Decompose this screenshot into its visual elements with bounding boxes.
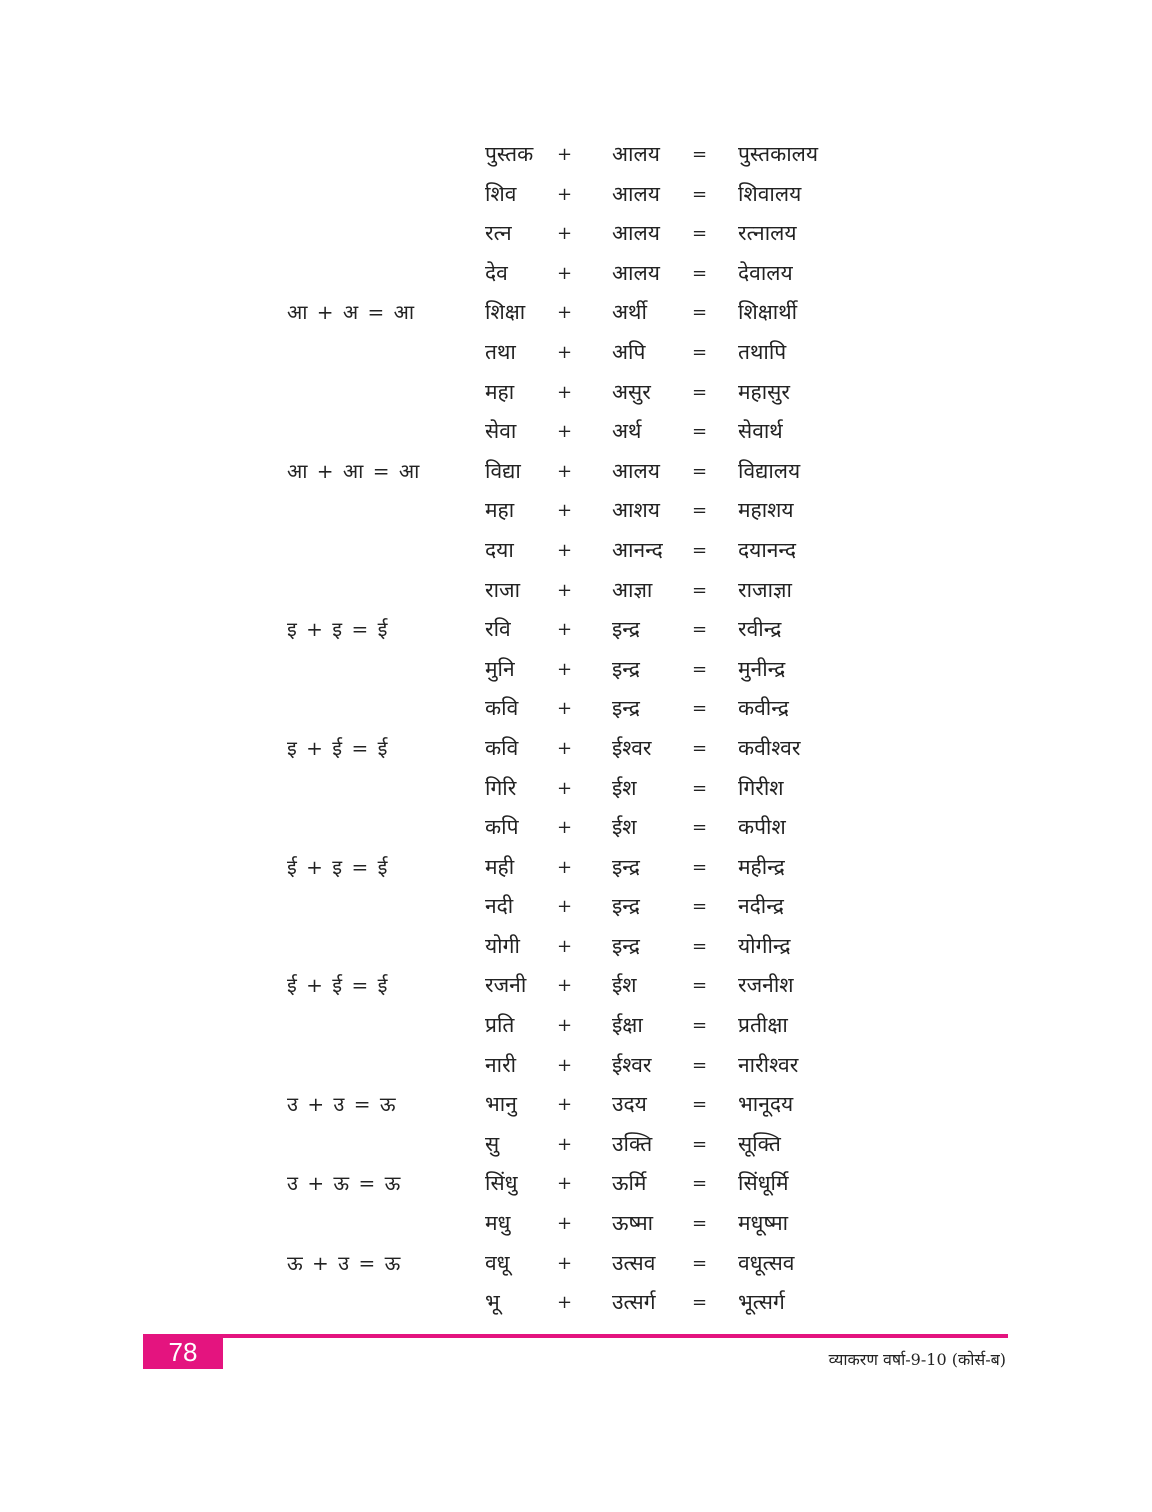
plus-sign: + [557, 341, 573, 363]
result-word: योगीन्द्र [738, 933, 791, 958]
plus-sign: + [557, 737, 573, 759]
first-word: राजा [485, 577, 521, 602]
plus-sign: + [557, 500, 573, 522]
result-word: कवीन्द्र [738, 696, 789, 721]
result-word: भूत्सर्ग [738, 1290, 785, 1315]
first-word: सिंधु [485, 1171, 518, 1196]
plus-sign: + [557, 262, 573, 284]
plus-sign: + [557, 223, 573, 245]
table-row [0, 293, 1152, 333]
table-row [0, 1204, 1152, 1244]
table-row [0, 887, 1152, 927]
plus-sign: + [557, 817, 573, 839]
sandhi-rule: ई + इ = ई [287, 854, 388, 879]
second-word: उदय [612, 1092, 647, 1117]
table-row [0, 135, 1152, 175]
result-word: रवीन्द्र [738, 617, 782, 642]
second-word: ईश [612, 815, 637, 840]
first-word: मही [485, 854, 515, 879]
result-word: कपीश [738, 815, 786, 840]
first-word: विद्या [485, 458, 521, 483]
result-word: सूक्ति [738, 1131, 781, 1156]
result-word: महीन्द्र [738, 854, 785, 879]
table-row [0, 452, 1152, 492]
equals-sign: = [692, 183, 708, 205]
sandhi-rule: आ + आ = आ [287, 458, 420, 483]
second-word: आलय [612, 142, 660, 166]
first-word: सु [485, 1131, 500, 1156]
first-word: नारी [485, 1052, 517, 1077]
sandhi-rule: इ + इ = ई [287, 617, 388, 642]
result-word: सेवार्थ [738, 419, 783, 444]
plus-sign: + [557, 421, 573, 443]
table-row [0, 729, 1152, 769]
table-row [0, 333, 1152, 373]
second-word: इन्द्र [612, 894, 640, 919]
equals-sign: = [692, 737, 708, 759]
result-word: प्रतीक्षा [738, 1013, 788, 1038]
first-word: वधू [485, 1250, 510, 1275]
equals-sign: = [692, 817, 708, 839]
second-word: आलय [612, 221, 660, 246]
result-word: भानूदय [738, 1092, 794, 1117]
first-word: योगी [485, 933, 520, 958]
table-row [0, 769, 1152, 809]
plus-sign: + [557, 1252, 573, 1274]
second-word: ईश [612, 973, 637, 998]
result-word: रजनीश [738, 973, 794, 998]
equals-sign: = [692, 619, 708, 641]
table-row [0, 610, 1152, 650]
plus-sign: + [557, 539, 573, 561]
plus-sign: + [557, 777, 573, 799]
first-word: मधु [485, 1211, 511, 1236]
second-word: इन्द्र [612, 617, 640, 642]
equals-sign: = [692, 856, 708, 878]
equals-sign: = [692, 1292, 708, 1314]
table-row [0, 1085, 1152, 1125]
second-word: आज्ञा [612, 577, 653, 602]
page-number: 78 [143, 1336, 223, 1369]
first-word: गिरि [485, 775, 517, 800]
table-row [0, 1006, 1152, 1046]
equals-sign: = [692, 658, 708, 680]
table-row [0, 214, 1152, 254]
plus-sign: + [557, 975, 573, 997]
first-word: कपि [485, 815, 519, 840]
equals-sign: = [692, 341, 708, 363]
second-word: इन्द्र [612, 656, 640, 681]
equals-sign: = [692, 975, 708, 997]
equals-sign: = [692, 935, 708, 957]
plus-sign: + [557, 1133, 573, 1155]
equals-sign: = [692, 539, 708, 561]
plus-sign: + [557, 1015, 573, 1037]
first-word: मुनि [485, 656, 515, 681]
equals-sign: = [692, 500, 708, 522]
result-word: गिरीश [738, 775, 784, 800]
plus-sign: + [557, 698, 573, 720]
result-word: शिक्षार्थी [738, 300, 798, 325]
table-row [0, 1164, 1152, 1204]
table-row [0, 650, 1152, 690]
table-row [0, 531, 1152, 571]
first-word: रजनी [485, 973, 527, 998]
second-word: ईश्वर [612, 735, 652, 760]
equals-sign: = [692, 1173, 708, 1195]
equals-sign: = [692, 1054, 708, 1076]
result-word: तथापि [738, 339, 787, 364]
sandhi-rule: आ + अ = आ [287, 300, 415, 325]
plus-sign: + [557, 183, 573, 205]
plus-sign: + [557, 381, 573, 403]
second-word: उत्सव [612, 1250, 656, 1275]
second-word: असुर [612, 379, 651, 404]
plus-sign: + [557, 1173, 573, 1195]
sandhi-rule: उ + उ = ऊ [287, 1092, 396, 1117]
second-word: आलय [612, 458, 660, 483]
table-row [0, 175, 1152, 215]
plus-sign: + [557, 579, 573, 601]
second-word: आलय [612, 181, 660, 206]
first-word: प्रति [485, 1013, 515, 1038]
book-title: व्याकरण वर्षा-9-10 (कोर्स-ब) [828, 1350, 1006, 1369]
table-row [0, 1046, 1152, 1086]
plus-sign: + [557, 460, 573, 482]
plus-sign: + [557, 1213, 573, 1235]
result-word: वधूत्सव [738, 1250, 795, 1275]
first-word: दया [485, 537, 514, 562]
result-word: सिंधूर्मि [738, 1171, 789, 1196]
second-word: ऊर्मि [612, 1171, 647, 1196]
sandhi-rule: ई + ई = ई [287, 973, 388, 998]
first-word: भानु [485, 1092, 517, 1117]
result-word: कवीश्वर [738, 735, 801, 760]
first-word: भू [485, 1290, 500, 1315]
equals-sign: = [692, 777, 708, 799]
equals-sign: = [692, 421, 708, 443]
footer-divider [143, 1334, 1008, 1338]
table-row [0, 1125, 1152, 1165]
table-row [0, 254, 1152, 294]
result-word: महासुर [738, 379, 790, 404]
equals-sign: = [692, 1015, 708, 1037]
second-word: अर्थी [612, 300, 647, 325]
first-word: सेवा [485, 419, 517, 444]
result-word: महाशय [738, 498, 794, 523]
sandhi-rule: इ + ई = ई [287, 735, 388, 760]
second-word: ऊष्मा [612, 1211, 654, 1236]
plus-sign: + [557, 302, 573, 324]
result-word: दयानन्द [738, 537, 797, 562]
equals-sign: = [692, 579, 708, 601]
first-word: नदी [485, 894, 514, 919]
second-word: अर्थ [612, 419, 642, 444]
first-word: कवि [485, 696, 519, 721]
table-row [0, 966, 1152, 1006]
equals-sign: = [692, 144, 708, 165]
plus-sign: + [557, 658, 573, 680]
second-word: उक्ति [612, 1131, 653, 1156]
plus-sign: + [557, 935, 573, 957]
first-word: रत्न [485, 221, 512, 246]
second-word: इन्द्र [612, 933, 640, 958]
equals-sign: = [692, 262, 708, 284]
sandhi-rule: ऊ + उ = ऊ [287, 1250, 401, 1275]
equals-sign: = [692, 223, 708, 245]
equals-sign: = [692, 1094, 708, 1116]
second-word: आलय [612, 260, 660, 285]
equals-sign: = [692, 1133, 708, 1155]
first-word: महा [485, 498, 515, 523]
first-word: रवि [485, 617, 511, 642]
plus-sign: + [557, 144, 573, 165]
table-row [0, 373, 1152, 413]
sandhi-table [0, 135, 1152, 1323]
result-word: नारीश्वर [738, 1052, 799, 1077]
first-word: शिव [485, 181, 517, 206]
plus-sign: + [557, 619, 573, 641]
result-word: नदीन्द्र [738, 894, 784, 919]
second-word: ईश्वर [612, 1052, 652, 1077]
plus-sign: + [557, 856, 573, 878]
result-word: देवालय [738, 260, 793, 285]
result-word: पुस्तकालय [738, 142, 819, 166]
plus-sign: + [557, 896, 573, 918]
table-row [0, 848, 1152, 888]
result-word: मधूष्मा [738, 1211, 789, 1236]
plus-sign: + [557, 1054, 573, 1076]
table-row [0, 927, 1152, 967]
table-row [0, 689, 1152, 729]
second-word: आशय [612, 498, 660, 523]
first-word: कवि [485, 735, 519, 760]
second-word: ईश [612, 775, 637, 800]
second-word: उत्सर्ग [612, 1290, 656, 1315]
second-word: ईक्षा [612, 1013, 643, 1038]
second-word: आनन्द [612, 537, 663, 562]
second-word: इन्द्र [612, 854, 640, 879]
plus-sign: + [557, 1094, 573, 1116]
result-word: विद्यालय [738, 458, 801, 483]
first-word: पुस्तक [485, 142, 534, 166]
equals-sign: = [692, 698, 708, 720]
equals-sign: = [692, 1252, 708, 1274]
plus-sign: + [557, 1292, 573, 1314]
second-word: इन्द्र [612, 696, 640, 721]
table-row [0, 491, 1152, 531]
table-row [0, 412, 1152, 452]
equals-sign: = [692, 1213, 708, 1235]
equals-sign: = [692, 896, 708, 918]
first-word: महा [485, 379, 515, 404]
result-word: राजाज्ञा [738, 577, 792, 602]
first-word: तथा [485, 339, 516, 364]
table-row [0, 571, 1152, 611]
first-word: देव [485, 260, 508, 285]
equals-sign: = [692, 381, 708, 403]
table-row [0, 1244, 1152, 1284]
table-row [0, 808, 1152, 848]
table-row [0, 1283, 1152, 1323]
sandhi-rule: उ + ऊ = ऊ [287, 1171, 401, 1196]
result-word: मुनीन्द्र [738, 656, 786, 681]
equals-sign: = [692, 460, 708, 482]
first-word: शिक्षा [485, 300, 526, 325]
result-word: रत्नालय [738, 221, 797, 246]
second-word: अपि [612, 339, 646, 364]
equals-sign: = [692, 302, 708, 324]
result-word: शिवालय [738, 181, 802, 206]
